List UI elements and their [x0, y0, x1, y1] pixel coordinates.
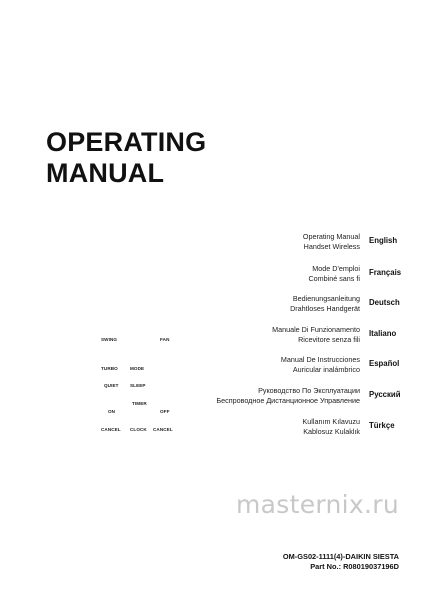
remote-label-on: ON [108, 409, 116, 414]
language-row-italiano [200, 325, 400, 351]
remote-label-turbo: TURBO [101, 366, 118, 371]
remote-label-swing: SWING [101, 337, 118, 342]
remote-label-quiet: QUIET [104, 383, 119, 388]
language-row-russian [200, 386, 400, 412]
language-row-english [200, 232, 400, 258]
watermark: masternix.ru [236, 490, 399, 519]
title-line-2: MANUAL [46, 158, 165, 188]
document-footer [283, 552, 399, 572]
remote-label-clock: CLOCK [130, 427, 147, 432]
title-line-1: OPERATING [46, 127, 207, 157]
remote-label-cancel-right: CANCEL [153, 427, 173, 432]
remote-label-mode: MODE [130, 366, 145, 371]
language-description: Mode D'emploi Combiné sans fi [308, 264, 360, 283]
remote-label-sleep: SLEEP [130, 383, 146, 388]
language-description: Руководство По Эксплуатации Беспроводное Дистанционное Управление [216, 386, 360, 405]
language-row-deutsch [200, 294, 400, 320]
language-description: Operating Manual Handset Wireless [302, 232, 360, 251]
language-row-turkce [200, 417, 400, 443]
language-row-espanol [200, 355, 400, 381]
language-name: Français [369, 268, 402, 277]
language-description: Bedienungsanleitung Drahtloses Handgerät [290, 294, 360, 313]
language-name: English [369, 236, 398, 245]
language-row-francais [200, 264, 400, 290]
model-number: OM-GS02-1111(4)-DAIKIN SIESTA [282, 552, 399, 561]
language-name: Italiano [369, 329, 397, 338]
document-title [46, 127, 206, 189]
language-name: Русский [369, 390, 401, 399]
language-name: Deutsch [369, 298, 400, 307]
language-name: Español [369, 359, 400, 368]
language-name: Türkçe [369, 421, 395, 430]
remote-label-cancel-left: CANCEL [101, 427, 121, 432]
language-description: Manuale Di Funzionamento Ricevitore senza fili [272, 325, 360, 344]
remote-label-off: OFF [160, 409, 170, 414]
part-number: Part No.: R08019037196D [310, 562, 399, 571]
remote-label-fan: FAN [160, 337, 170, 342]
remote-label-timer: TIMER [132, 401, 147, 406]
language-description: Manual De Instrucciones Auricular inalámbrico [280, 355, 360, 374]
language-description: Kullanım Kılavuzu Kablosuz Kulaklık [302, 417, 360, 436]
